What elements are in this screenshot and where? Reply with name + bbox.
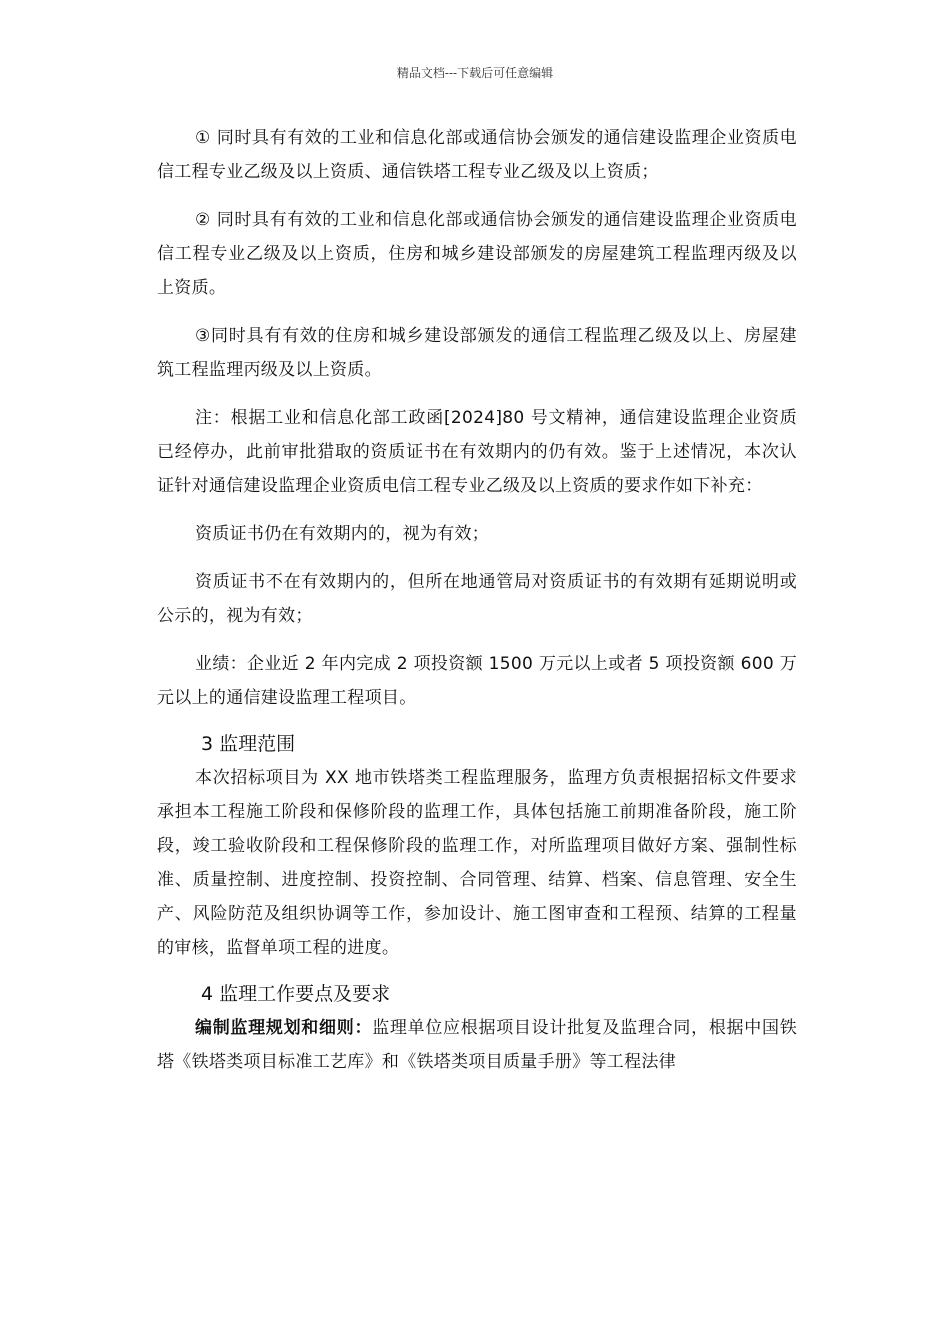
paragraph-supervision-plan (157, 1011, 797, 1079)
paragraph-performance: 业绩：企业近 2 年内完成 2 项投资额 1500 万元以上或者 5 项投资额 600 万元以上的通信建设监理工程项目。 (157, 654, 797, 708)
section-heading-supervision-scope: 3 监理范围 (201, 733, 296, 755)
paragraph-qualification-2: ② 同时具有有效的工业和信息化部或通信协会颁发的通信建设监理企业资质电信工程专业乙级及以上资质，住房和城乡建设部颁发的房屋建筑工程监理丙级及以上资质。 (157, 210, 797, 298)
document-body (157, 121, 797, 1093)
page-header-note: 精品文档---下载后可任意编辑 (396, 66, 554, 80)
paragraph-supervision-scope: 本次招标项目为 XX 地市铁塔类工程监理服务，监理方负责根据招标文件要求承担本工程施工阶段和保修阶段的监理工作，具体包括施工前期准备阶段，施工阶段，竣工验收阶段和工程保修阶段的监理工作，对所监理项目做好方案、强制性标准、质量控制、进度控制、投资控制、合同管理、结算、档案、信息管理、安全生产、风险防范及组织协调等工作，参加设计、施工图审查和工程预、结算的工程量的审核，监督单项工程的进度。 (157, 768, 797, 958)
paragraph-lead-rest: 监理单位应根据项目设计批复及监理合同，根据中国铁塔《铁塔类项目标准工艺库》和《铁塔类项目质量手册》等工程法律 (157, 1018, 798, 1072)
paragraph-lead-bold: 编制监理规划和细则： (195, 1018, 373, 1038)
paragraph-qualification-1: ① 同时具有有效的工业和信息化部或通信协会颁发的通信建设监理企业资质电信工程专业乙级及以上资质、通信铁塔工程专业乙级及以上资质； (157, 128, 797, 182)
paragraph-qualification-3: ③同时具有有效的住房和城乡建设部颁发的通信工程监理乙级及以上、房屋建筑工程监理丙级及以上资质。 (157, 326, 797, 380)
section-heading-supervision-requirements: 4 监理工作要点及要求 (201, 983, 391, 1005)
paragraph-supplement-1: 资质证书仍在有效期内的，视为有效； (195, 524, 490, 544)
paragraph-note: 注：根据工业和信息化部工政函[2024]80 号文精神，通信建设监理企业资质已经停办，此前审批猎取的资质证书在有效期内的仍有效。鉴于上述情况，本次认证针对通信建设监理企业资质电信工程专业乙级及以上资质的要求作如下补充： (157, 408, 797, 496)
paragraph-supplement-2: 资质证书不在有效期内的，但所在地通管局对资质证书的有效期有延期说明或公示的，视为有效； (157, 572, 797, 626)
